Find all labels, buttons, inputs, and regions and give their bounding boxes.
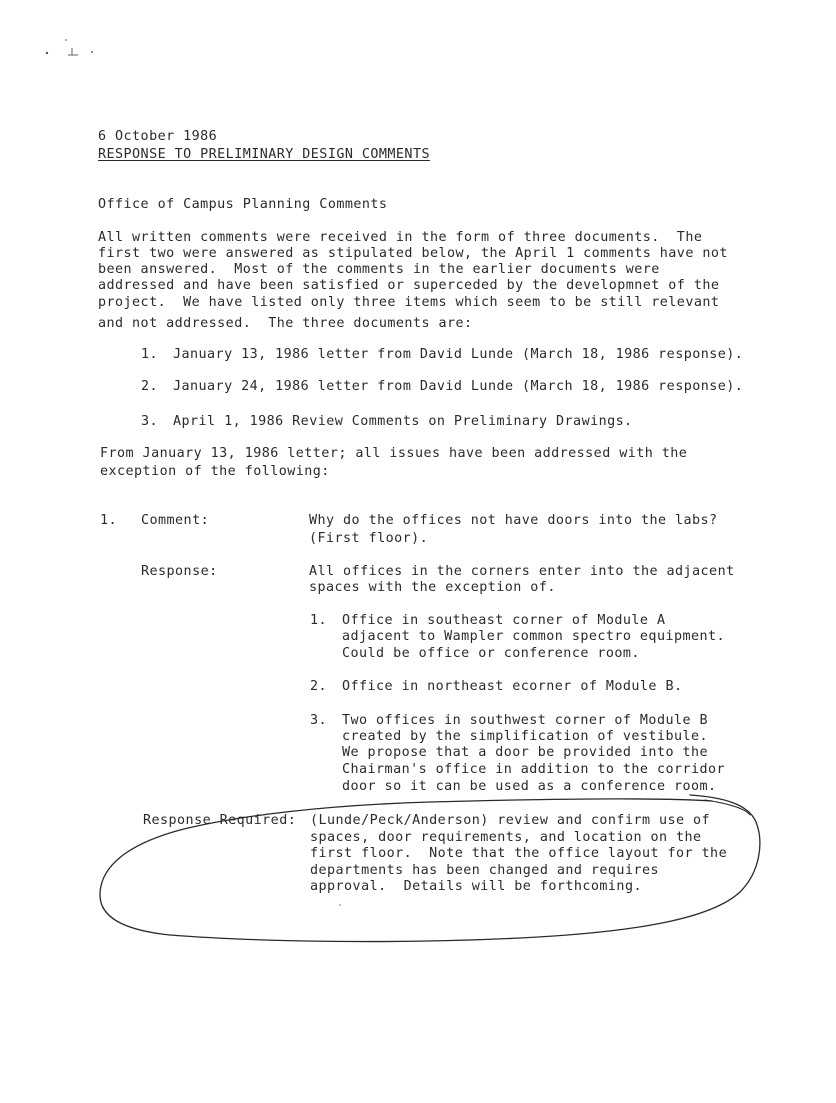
required-line: (Lunde/Peck/Anderson) review and confirm use of	[310, 813, 711, 828]
document-text: January 13, 1986 letter from David Lunde (March 18, 1986 response).	[173, 347, 744, 362]
sub-item-line: adjacent to Wampler common spectro equipment.	[342, 629, 726, 644]
from-line: From January 13, 1986 letter; all issues have been addressed with the	[100, 446, 688, 461]
from-line: exception of the following:	[100, 464, 330, 479]
comment-label: Comment:	[141, 513, 210, 528]
document-title: RESPONSE TO PRELIMINARY DESIGN COMMENTS	[98, 147, 430, 162]
intro-line: first two were answered as stipulated below, the April 1 comments have not	[98, 246, 728, 261]
intro-line: All written comments were received in the form of three documents. The	[98, 230, 703, 245]
document-number: 1.	[141, 347, 159, 362]
sub-item-line: Office in southeast corner of Module A	[342, 613, 666, 628]
sub-item-line: Office in northeast ecorner of Module B.	[342, 679, 683, 694]
intro-line: project. We have listed only three items which seem to be still relevant	[98, 295, 720, 310]
response-line: All offices in the corners enter into the adjacent	[309, 564, 735, 579]
sub-item-line: Chairman's office in addition to the corridor	[342, 762, 726, 777]
required-line: departments has been changed and requires	[310, 863, 659, 878]
response-label: Response:	[141, 564, 218, 579]
sub-item-line: created by the simplification of vestibule.	[342, 729, 709, 744]
document-number: 2.	[141, 379, 159, 394]
sub-item-line: Could be office or conference room.	[342, 646, 640, 661]
item-number: 1.	[100, 513, 118, 528]
intro-line: and not addressed. The three documents are:	[98, 316, 473, 331]
response-line: spaces with the exception of.	[309, 580, 556, 595]
comment-line: (First floor).	[309, 531, 429, 546]
intro-line: been answered. Most of the comments in the earlier documents were	[98, 262, 660, 277]
intro-line: addressed and have been satisfied or superceded by the developmnet of the	[98, 278, 720, 293]
document-text: April 1, 1986 Review Comments on Preliminary Drawings.	[173, 414, 633, 429]
sub-item-number: 1.	[310, 613, 328, 628]
sub-item-line: door so it can be used as a conference room.	[342, 779, 717, 794]
comment-line: Why do the offices not have doors into the labs?	[309, 513, 718, 528]
required-line: approval. Details will be forthcoming.	[310, 879, 642, 894]
section-heading: Office of Campus Planning Comments	[98, 197, 388, 212]
document-text: January 24, 1986 letter from David Lunde (March 18, 1986 response).	[173, 379, 744, 394]
required-line: spaces, door requirements, and location on the	[310, 830, 702, 845]
sub-item-line: Two offices in southwest corner of Module B	[342, 713, 709, 728]
sub-item-number: 3.	[310, 713, 328, 728]
response-required-label: Response Required:	[143, 813, 297, 828]
required-line: first floor. Note that the office layout for the	[310, 846, 728, 861]
sub-item-number: 2.	[310, 679, 328, 694]
document-date: 6 October 1986	[98, 129, 218, 144]
document-number: 3.	[141, 414, 159, 429]
sub-item-line: We propose that a door be provided into the	[342, 745, 709, 760]
